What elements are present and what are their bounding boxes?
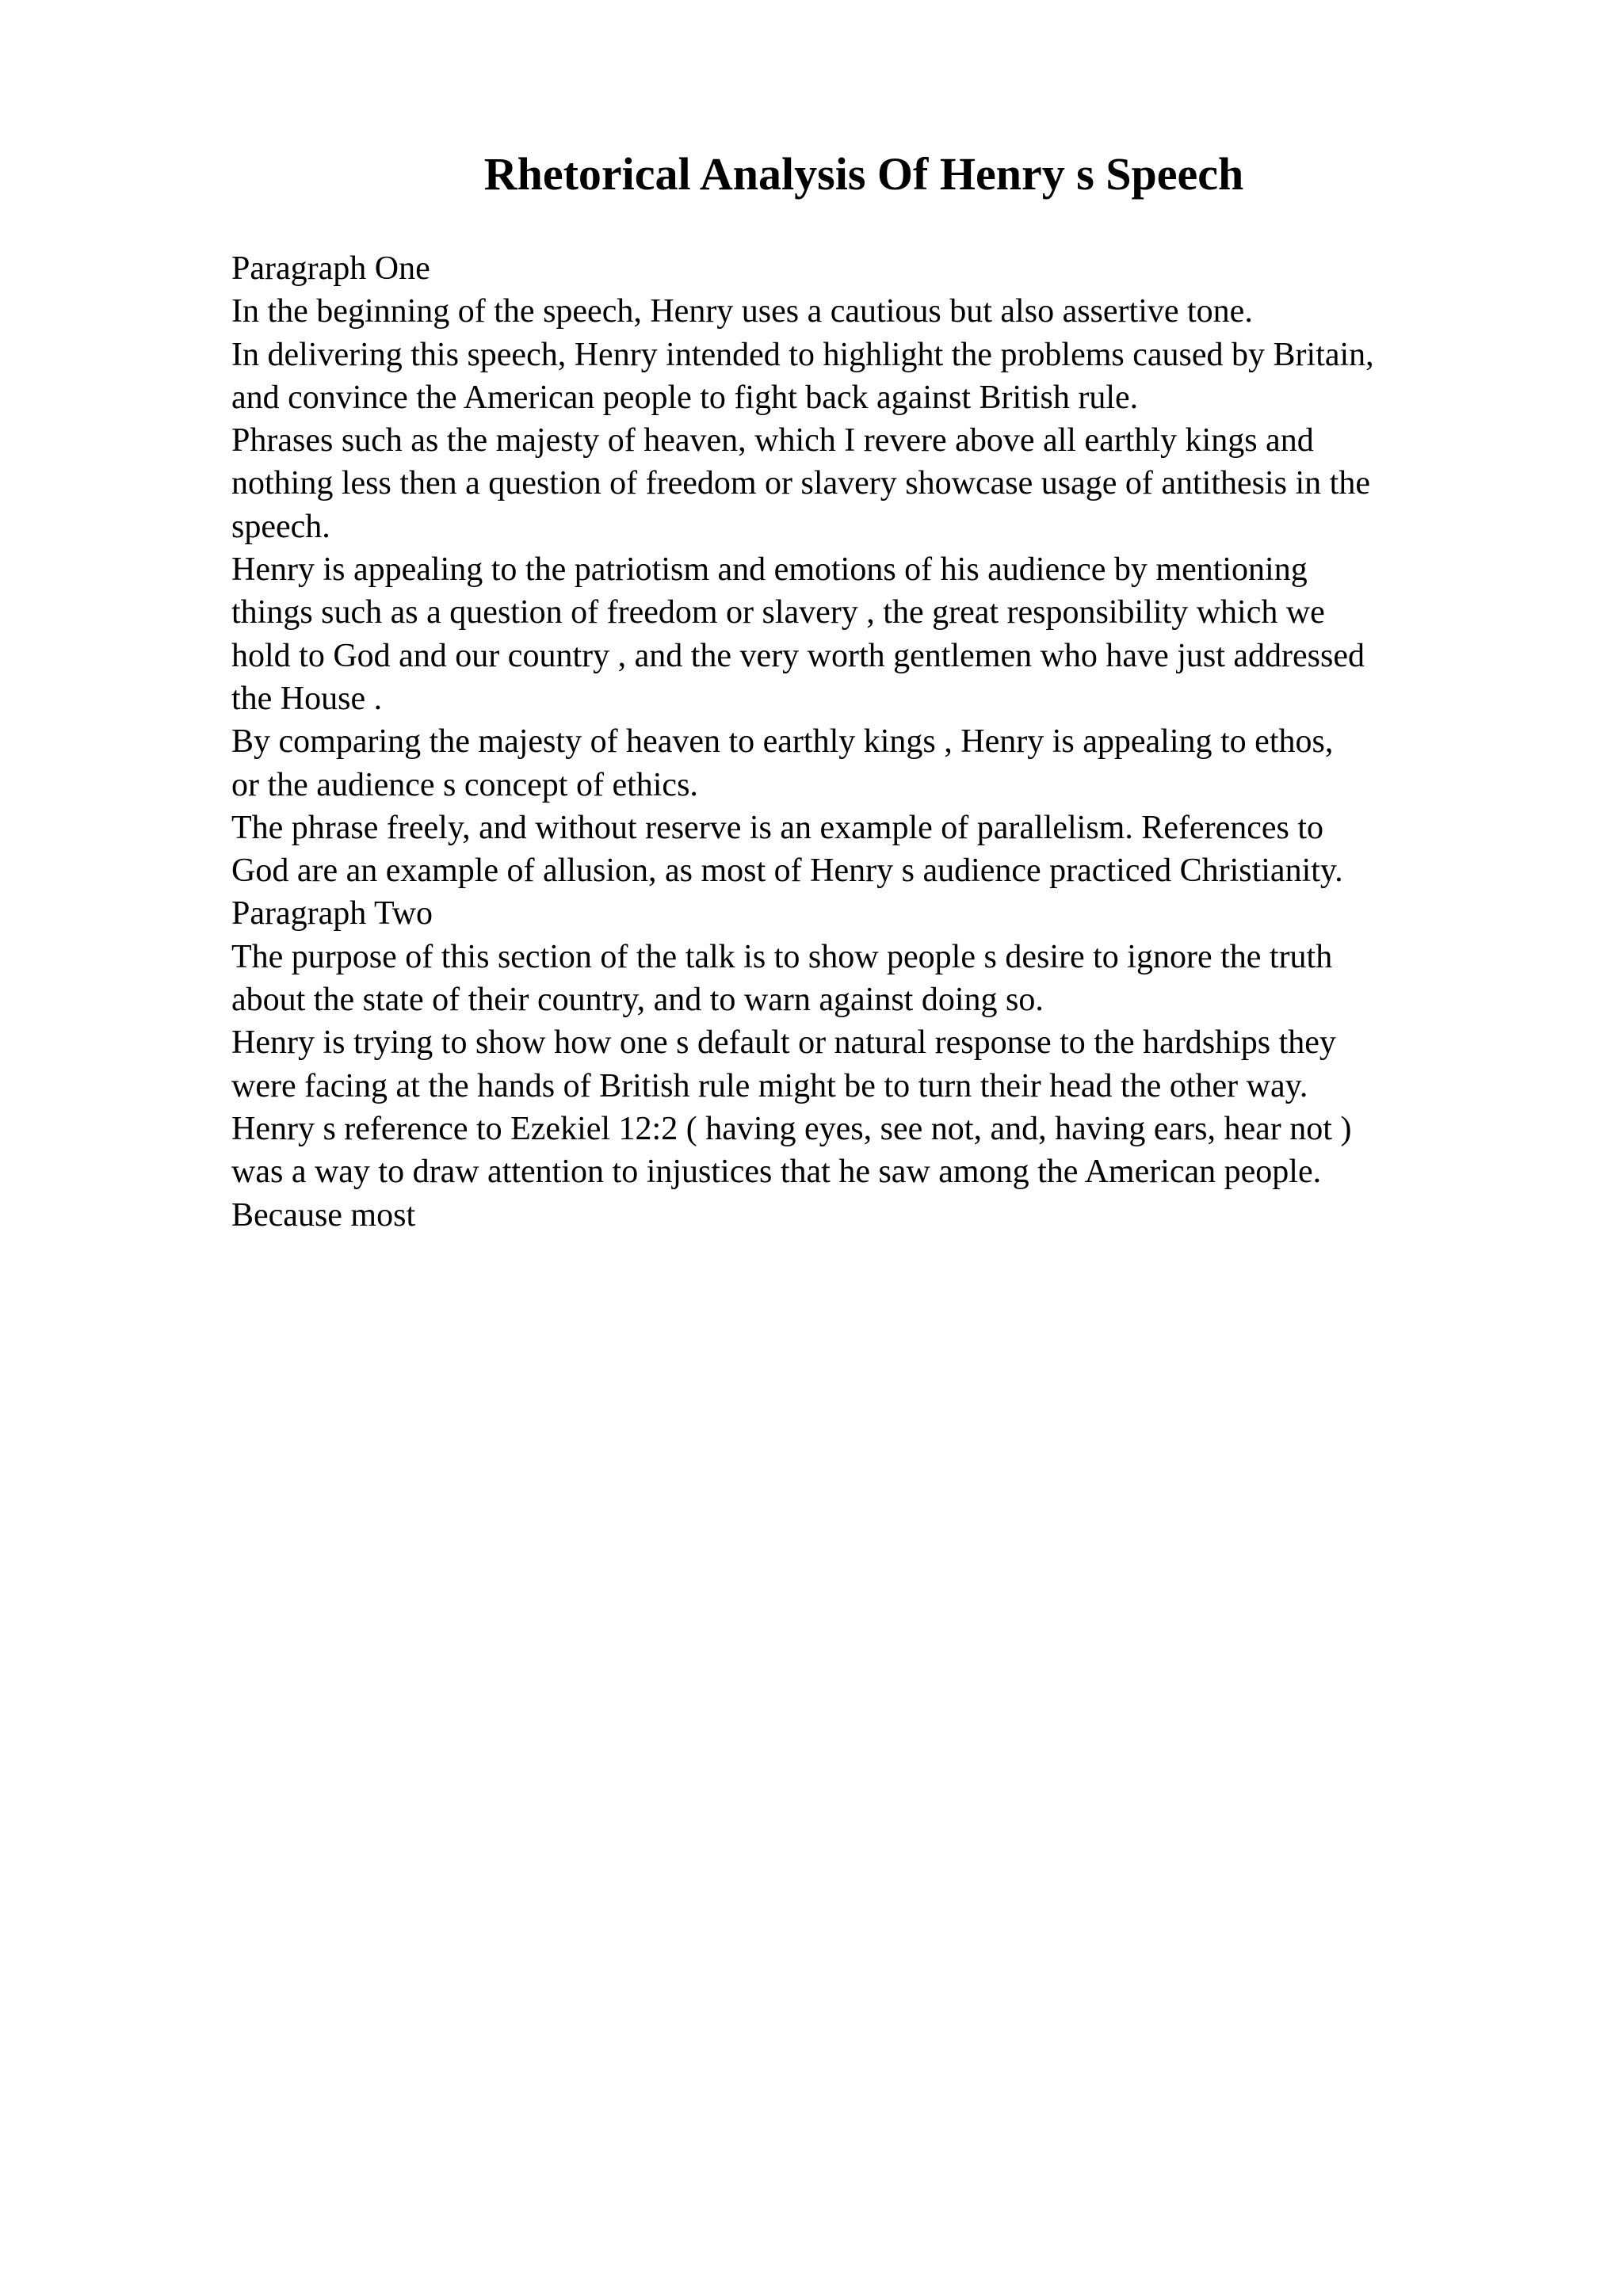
paragraph-heading: Paragraph One xyxy=(231,250,430,287)
document-body xyxy=(231,247,1515,1237)
text-line: God are an example of allusion, as most of Henry s audience practiced Christianity. xyxy=(231,852,1343,890)
text-line: was a way to draw attention to injustices that he saw among the American people. xyxy=(231,1154,1322,1191)
text-line: and convince the American people to fight back against British rule. xyxy=(231,379,1139,416)
text-line: Because most xyxy=(231,1196,416,1234)
document-title: Rhetorical Analysis Of Henry s Speech xyxy=(483,148,1244,200)
text-line: In the beginning of the speech, Henry uses a cautious but also assertive tone. xyxy=(231,293,1253,330)
text-line: Henry s reference to Ezekiel 12:2 ( having eyes, see not, and, having ears, hear not ) xyxy=(231,1110,1352,1147)
text-line: things such as a question of freedom or slavery , the great responsibility which we xyxy=(231,594,1325,631)
text-line: about the state of their country, and to warn against doing so. xyxy=(231,982,1044,1019)
text-line: nothing less then a question of freedom or slavery showcase usage of antithesis in the xyxy=(231,465,1370,502)
text-line: hold to God and our country , and the very worth gentlemen who have just addressed xyxy=(231,637,1365,674)
text-line: Henry is trying to show how one s default or natural response to the hardships they xyxy=(231,1024,1336,1062)
text-line: Phrases such as the majesty of heaven, which I revere above all earthly kings and xyxy=(231,422,1314,460)
text-line: or the audience s concept of ethics. xyxy=(231,766,698,803)
text-line: speech. xyxy=(231,508,330,545)
text-line: By comparing the majesty of heaven to earthly kings , Henry is appealing to ethos, xyxy=(231,723,1334,761)
text-line: the House . xyxy=(231,680,383,717)
paragraph-heading: Paragraph Two xyxy=(231,895,433,933)
text-line: were facing at the hands of British rule might be to turn their head the other way. xyxy=(231,1067,1308,1104)
text-line: The purpose of this section of the talk is to show people s desire to ignore the truth xyxy=(231,938,1333,975)
text-line: Henry is appealing to the patriotism and emotions of his audience by mentioning xyxy=(231,551,1308,589)
text-line: In delivering this speech, Henry intended to highlight the problems caused by Britain, xyxy=(231,336,1374,373)
text-line: The phrase freely, and without reserve is an example of parallelism. References to xyxy=(231,809,1324,846)
